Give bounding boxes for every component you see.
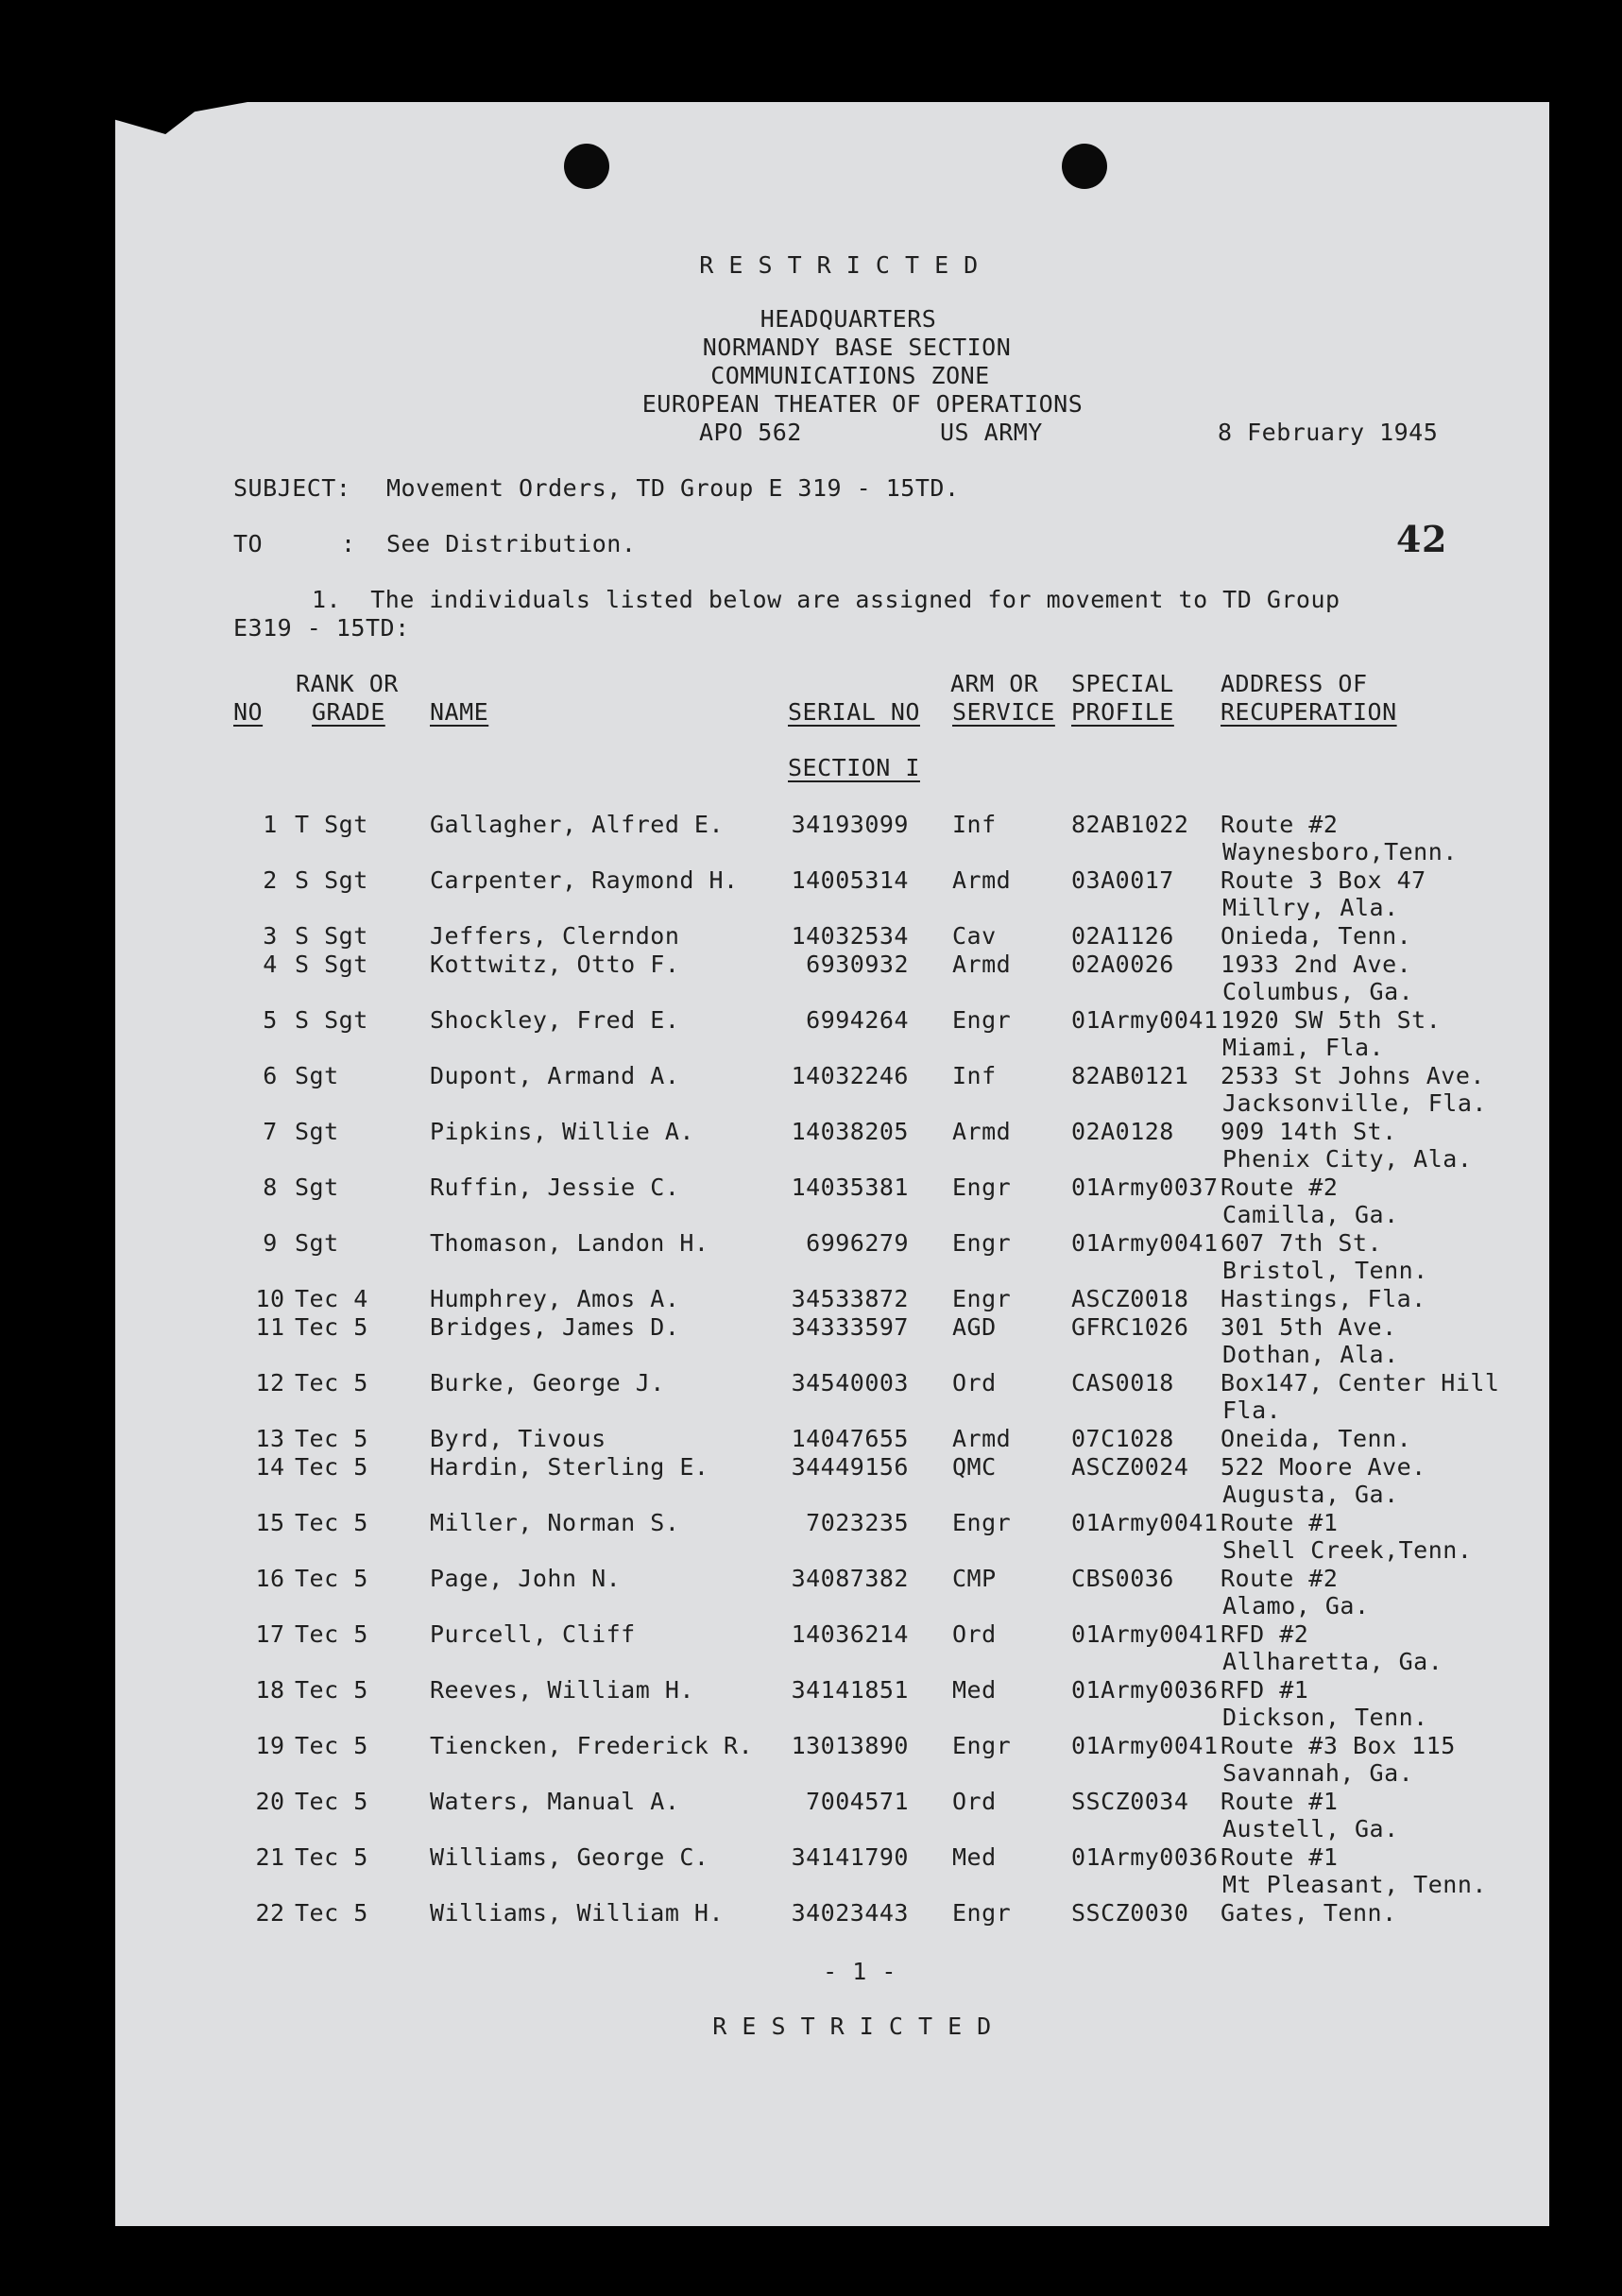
- row-no: 20: [255, 1788, 285, 1815]
- row-rank: S Sgt: [295, 922, 368, 950]
- classification-bottom: R E S T R I C T E D: [712, 2013, 992, 2040]
- row-profile: 01Army0037: [1071, 1174, 1219, 1201]
- col-rank-line1: RANK OR: [296, 670, 399, 697]
- row-name: Reeves, William H.: [430, 1676, 694, 1704]
- row-arm: Inf: [952, 811, 997, 838]
- row-no: 5: [263, 1006, 278, 1034]
- row-addr2: Savannah, Ga.: [1222, 1759, 1414, 1787]
- row-profile: CAS0018: [1071, 1369, 1174, 1396]
- row-no: 16: [255, 1565, 285, 1592]
- row-addr1: 1920 SW 5th St.: [1221, 1006, 1442, 1034]
- row-arm: Engr: [952, 1732, 1012, 1759]
- paragraph-line-2: E319 - 15TD:: [233, 614, 410, 642]
- row-profile: 01Army0036: [1071, 1843, 1219, 1871]
- row-no: 10: [255, 1285, 285, 1312]
- row-name: Carpenter, Raymond H.: [430, 866, 739, 894]
- to-label: TO: [233, 530, 264, 557]
- page-stamp: 42: [1396, 518, 1447, 560]
- row-addr1: Route #3 Box 115: [1221, 1732, 1456, 1759]
- row-serial: 6996279: [806, 1229, 909, 1257]
- row-profile: 01Army0041: [1071, 1229, 1219, 1257]
- row-profile: 82AB1022: [1071, 811, 1189, 838]
- row-name: Tiencken, Frederick R.: [430, 1732, 754, 1759]
- row-profile: SSCZ0034: [1071, 1788, 1189, 1815]
- row-addr2: Austell, Ga.: [1222, 1815, 1399, 1842]
- col-arm-line2: SERVICE: [952, 698, 1055, 726]
- row-no: 1: [263, 811, 278, 838]
- row-rank: Tec 5: [295, 1313, 368, 1341]
- row-serial: 34141851: [791, 1676, 909, 1704]
- row-addr2: Columbus, Ga.: [1222, 978, 1414, 1005]
- row-addr1: Route #2: [1221, 1565, 1339, 1592]
- row-name: Dupont, Armand A.: [430, 1062, 680, 1089]
- row-arm: Ord: [952, 1620, 997, 1648]
- row-addr1: 909 14th St.: [1221, 1118, 1397, 1145]
- row-addr1: Box147, Center Hill: [1221, 1369, 1500, 1396]
- row-rank: Tec 5: [295, 1369, 368, 1396]
- row-no: 9: [263, 1229, 278, 1257]
- col-rank-line2: GRADE: [312, 698, 385, 726]
- row-profile: SSCZ0030: [1071, 1899, 1189, 1927]
- row-addr2: Miami, Fla.: [1222, 1034, 1385, 1061]
- row-arm: QMC: [952, 1453, 997, 1481]
- row-addr1: RFD #2: [1221, 1620, 1309, 1648]
- col-address-line2: RECUPERATION: [1221, 698, 1397, 726]
- row-addr1: 522 Moore Ave.: [1221, 1453, 1426, 1481]
- row-no: 18: [255, 1676, 285, 1704]
- punch-hole-left: [564, 144, 609, 189]
- section-label: SECTION I: [788, 754, 920, 781]
- row-serial: 13013890: [791, 1732, 909, 1759]
- row-rank: S Sgt: [295, 951, 368, 978]
- row-rank: Tec 5: [295, 1788, 368, 1815]
- row-profile: GFRC1026: [1071, 1313, 1189, 1341]
- row-addr1: Onieda, Tenn.: [1221, 922, 1412, 950]
- footer-page-number: - 1 -: [823, 1958, 896, 1985]
- row-addr1: Oneida, Tenn.: [1221, 1425, 1412, 1452]
- row-arm: Inf: [952, 1062, 997, 1089]
- row-arm: Ord: [952, 1369, 997, 1396]
- col-address-line1: ADDRESS OF: [1221, 670, 1368, 697]
- row-addr2: Alamo, Ga.: [1222, 1592, 1370, 1619]
- row-arm: Engr: [952, 1006, 1012, 1034]
- row-rank: S Sgt: [295, 1006, 368, 1034]
- row-arm: Engr: [952, 1899, 1012, 1927]
- row-name: Shockley, Fred E.: [430, 1006, 680, 1034]
- row-serial: 34087382: [791, 1565, 909, 1592]
- row-name: Ruffin, Jessie C.: [430, 1174, 680, 1201]
- row-arm: Engr: [952, 1229, 1012, 1257]
- row-addr2: Jacksonville, Fla.: [1222, 1089, 1487, 1117]
- row-rank: Tec 5: [295, 1732, 368, 1759]
- row-arm: Med: [952, 1676, 997, 1704]
- row-serial: 34540003: [791, 1369, 909, 1396]
- row-no: 6: [263, 1062, 278, 1089]
- row-profile: ASCZ0024: [1071, 1453, 1189, 1481]
- col-name: NAME: [430, 698, 489, 726]
- row-no: 13: [255, 1425, 285, 1452]
- row-name: Waters, Manual A.: [430, 1788, 680, 1815]
- col-serial: SERIAL NO: [788, 698, 920, 726]
- row-addr1: Gates, Tenn.: [1221, 1899, 1397, 1927]
- col-arm-line1: ARM OR: [950, 670, 1039, 697]
- row-no: 7: [263, 1118, 278, 1145]
- row-addr1: Route #2: [1221, 1174, 1339, 1201]
- row-serial: 34533872: [791, 1285, 909, 1312]
- row-no: 21: [255, 1843, 285, 1871]
- row-no: 17: [255, 1620, 285, 1648]
- row-name: Williams, George C.: [430, 1843, 709, 1871]
- row-serial: 14038205: [791, 1118, 909, 1145]
- row-profile: 03A0017: [1071, 866, 1174, 894]
- row-no: 8: [263, 1174, 278, 1201]
- row-arm: Engr: [952, 1285, 1012, 1312]
- row-serial: 7004571: [806, 1788, 909, 1815]
- document-date: 8 February 1945: [1218, 419, 1439, 446]
- row-profile: 01Army0041: [1071, 1509, 1219, 1536]
- row-no: 12: [255, 1369, 285, 1396]
- row-addr1: 1933 2nd Ave.: [1221, 951, 1412, 978]
- row-profile: 02A1126: [1071, 922, 1174, 950]
- row-name: Page, John N.: [430, 1565, 622, 1592]
- row-serial: 6930932: [806, 951, 909, 978]
- header-line-4: EUROPEAN THEATER OF OPERATIONS: [641, 390, 1084, 418]
- row-profile: 02A0128: [1071, 1118, 1174, 1145]
- row-rank: Sgt: [295, 1229, 339, 1257]
- row-addr1: Route #1: [1221, 1788, 1339, 1815]
- row-arm: CMP: [952, 1565, 997, 1592]
- row-profile: 01Army0041: [1071, 1732, 1219, 1759]
- row-profile: 01Army0041: [1071, 1620, 1219, 1648]
- row-arm: Med: [952, 1843, 997, 1871]
- row-rank: S Sgt: [295, 866, 368, 894]
- row-addr2: Allharetta, Ga.: [1222, 1648, 1443, 1675]
- row-profile: 01Army0036: [1071, 1676, 1219, 1704]
- row-name: Thomason, Landon H.: [430, 1229, 709, 1257]
- row-name: Kottwitz, Otto F.: [430, 951, 680, 978]
- row-no: 3: [263, 922, 278, 950]
- row-addr2: Waynesboro,Tenn.: [1222, 838, 1458, 865]
- subject-text: Movement Orders, TD Group E 319 - 15TD.: [386, 474, 960, 502]
- row-rank: Tec 5: [295, 1676, 368, 1704]
- row-arm: Engr: [952, 1174, 1012, 1201]
- row-serial: 7023235: [806, 1509, 909, 1536]
- row-arm: Armd: [952, 866, 1012, 894]
- row-addr2: Fla.: [1222, 1396, 1282, 1424]
- row-no: 2: [263, 866, 278, 894]
- row-addr2: Camilla, Ga.: [1222, 1201, 1399, 1228]
- row-name: Jeffers, Clerndon: [430, 922, 680, 950]
- row-name: Byrd, Tivous: [430, 1425, 606, 1452]
- row-addr1: Hastings, Fla.: [1221, 1285, 1426, 1312]
- row-name: Humphrey, Amos A.: [430, 1285, 680, 1312]
- row-serial: 14005314: [791, 866, 909, 894]
- header-apo: APO 562: [699, 419, 802, 446]
- row-addr1: Route #1: [1221, 1843, 1339, 1871]
- row-arm: Engr: [952, 1509, 1012, 1536]
- row-serial: 14032534: [791, 922, 909, 950]
- subject-label: SUBJECT:: [233, 474, 351, 502]
- row-no: 11: [255, 1313, 285, 1341]
- row-profile: ASCZ0018: [1071, 1285, 1189, 1312]
- row-arm: Armd: [952, 951, 1012, 978]
- row-addr2: Dickson, Tenn.: [1222, 1704, 1428, 1731]
- row-rank: Tec 5: [295, 1509, 368, 1536]
- row-addr2: Dothan, Ala.: [1222, 1341, 1399, 1368]
- row-addr1: Route 3 Box 47: [1221, 866, 1426, 894]
- row-profile: CBS0036: [1071, 1565, 1174, 1592]
- to-colon: :: [341, 530, 356, 557]
- row-rank: Tec 5: [295, 1565, 368, 1592]
- row-no: 22: [255, 1899, 285, 1927]
- row-serial: 34141790: [791, 1843, 909, 1871]
- row-rank: T Sgt: [295, 811, 368, 838]
- row-no: 19: [255, 1732, 285, 1759]
- row-addr2: Millry, Ala.: [1222, 894, 1399, 921]
- row-rank: Sgt: [295, 1118, 339, 1145]
- row-rank: Tec 5: [295, 1620, 368, 1648]
- row-addr2: Shell Creek,Tenn.: [1222, 1536, 1473, 1564]
- row-arm: Ord: [952, 1788, 997, 1815]
- row-serial: 34333597: [791, 1313, 909, 1341]
- row-serial: 34193099: [791, 811, 909, 838]
- row-no: 4: [263, 951, 278, 978]
- row-name: Bridges, James D.: [430, 1313, 680, 1341]
- row-rank: Tec 5: [295, 1843, 368, 1871]
- row-addr2: Bristol, Tenn.: [1222, 1257, 1428, 1284]
- punch-hole-right: [1062, 144, 1107, 189]
- classification-top: R E S T R I C T E D: [699, 251, 979, 279]
- row-rank: Tec 5: [295, 1453, 368, 1481]
- row-serial: 14035381: [791, 1174, 909, 1201]
- header-line-3: COMMUNICATIONS ZONE: [710, 362, 990, 389]
- row-profile: 01Army0041: [1071, 1006, 1219, 1034]
- row-addr2: Augusta, Ga.: [1222, 1481, 1399, 1508]
- row-name: Pipkins, Willie A.: [430, 1118, 694, 1145]
- row-rank: Tec 5: [295, 1425, 368, 1452]
- row-addr1: RFD #1: [1221, 1676, 1309, 1704]
- header-army: US ARMY: [940, 419, 1043, 446]
- row-serial: 34449156: [791, 1453, 909, 1481]
- row-serial: 14047655: [791, 1425, 909, 1452]
- col-special-line1: SPECIAL: [1071, 670, 1174, 697]
- row-addr1: 301 5th Ave.: [1221, 1313, 1397, 1341]
- row-serial: 14036214: [791, 1620, 909, 1648]
- row-name: Burke, George J.: [430, 1369, 665, 1396]
- header-line-2: NORMANDY BASE SECTION: [702, 334, 1012, 361]
- row-rank: Sgt: [295, 1174, 339, 1201]
- row-rank: Tec 4: [295, 1285, 368, 1312]
- row-arm: AGD: [952, 1313, 997, 1341]
- row-addr1: 607 7th St.: [1221, 1229, 1383, 1257]
- row-profile: 02A0026: [1071, 951, 1174, 978]
- row-arm: Cav: [952, 922, 997, 950]
- to-text: See Distribution.: [386, 530, 637, 557]
- paragraph-line-1: 1. The individuals listed below are assigned for movement to TD Group: [312, 586, 1340, 613]
- row-addr1: Route #1: [1221, 1509, 1339, 1536]
- row-arm: Armd: [952, 1118, 1012, 1145]
- row-name: Williams, William H.: [430, 1899, 725, 1927]
- row-rank: Sgt: [295, 1062, 339, 1089]
- header-line-1: HEADQUARTERS: [760, 305, 937, 333]
- col-no: NO: [233, 698, 264, 726]
- row-addr1: 2533 St Johns Ave.: [1221, 1062, 1485, 1089]
- col-special-line2: PROFILE: [1071, 698, 1174, 726]
- row-serial: 34023443: [791, 1899, 909, 1927]
- row-name: Gallagher, Alfred E.: [430, 811, 725, 838]
- row-name: Hardin, Sterling E.: [430, 1453, 709, 1481]
- row-addr2: Phenix City, Ala.: [1222, 1145, 1473, 1173]
- row-no: 15: [255, 1509, 285, 1536]
- row-profile: 82AB0121: [1071, 1062, 1189, 1089]
- row-profile: 07C1028: [1071, 1425, 1174, 1452]
- row-name: Purcell, Cliff: [430, 1620, 636, 1648]
- row-rank: Tec 5: [295, 1899, 368, 1927]
- row-serial: 6994264: [806, 1006, 909, 1034]
- row-serial: 14032246: [791, 1062, 909, 1089]
- row-arm: Armd: [952, 1425, 1012, 1452]
- row-addr1: Route #2: [1221, 811, 1339, 838]
- row-addr2: Mt Pleasant, Tenn.: [1222, 1871, 1487, 1898]
- row-no: 14: [255, 1453, 285, 1481]
- row-name: Miller, Norman S.: [430, 1509, 680, 1536]
